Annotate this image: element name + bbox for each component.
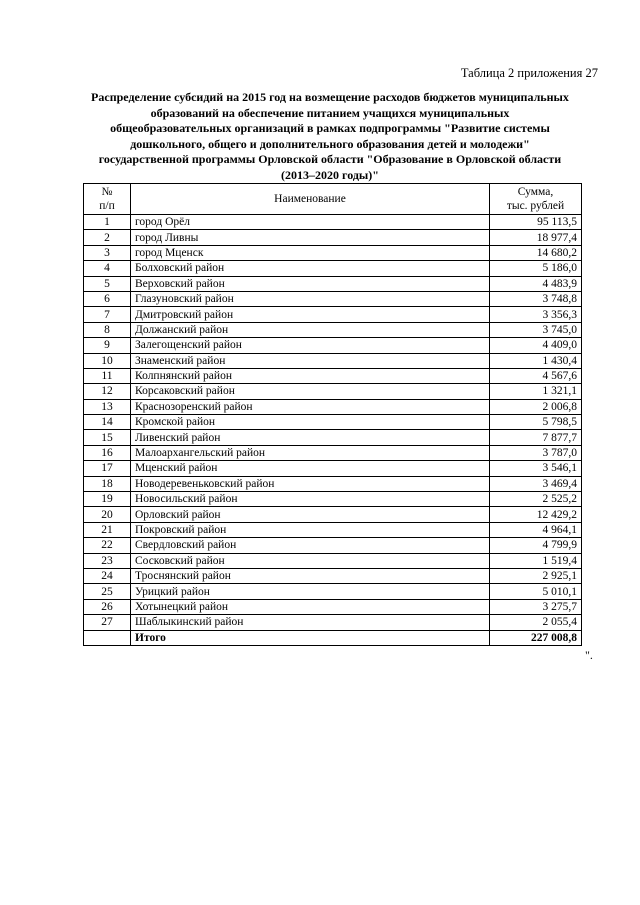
row-number: 2 bbox=[84, 230, 131, 245]
row-sum: 1 519,4 bbox=[490, 553, 582, 568]
row-name: Урицкий район bbox=[131, 584, 490, 599]
row-sum: 4 799,9 bbox=[490, 538, 582, 553]
table-row bbox=[84, 322, 582, 337]
row-number: 15 bbox=[84, 430, 131, 445]
row-name: Колпнянский район bbox=[131, 368, 490, 383]
header-sum-line2: тыс. рублей bbox=[506, 200, 565, 212]
row-name: Должанский район bbox=[131, 322, 490, 337]
row-number: 5 bbox=[84, 276, 131, 291]
table-row bbox=[84, 568, 582, 583]
row-sum: 2 006,8 bbox=[490, 399, 582, 414]
row-name: Мценский район bbox=[131, 461, 490, 476]
header-sum bbox=[490, 184, 582, 215]
row-name: Хотынецкий район bbox=[131, 599, 490, 614]
row-name: город Мценск bbox=[131, 245, 490, 260]
row-number: 20 bbox=[84, 507, 131, 522]
row-sum: 2 925,1 bbox=[490, 568, 582, 583]
table-row bbox=[84, 245, 582, 260]
table-row bbox=[84, 215, 582, 230]
row-number: 13 bbox=[84, 399, 131, 414]
row-name: Болховский район bbox=[131, 261, 490, 276]
row-name: Свердловский район bbox=[131, 538, 490, 553]
row-number: 17 bbox=[84, 461, 131, 476]
row-name: город Ливны bbox=[131, 230, 490, 245]
row-sum: 5 798,5 bbox=[490, 415, 582, 430]
row-sum: 18 977,4 bbox=[490, 230, 582, 245]
title-line: дошкольного, общего и дополнительного образования детей и молодежи" bbox=[130, 136, 530, 151]
row-number: 19 bbox=[84, 492, 131, 507]
row-number: 24 bbox=[84, 568, 131, 583]
table-row bbox=[84, 415, 582, 430]
table-row bbox=[84, 399, 582, 414]
row-name: Знаменский район bbox=[131, 353, 490, 368]
total-sum: 227 008,8 bbox=[490, 630, 582, 645]
row-number: 11 bbox=[84, 368, 131, 383]
header-number-line2: п/п bbox=[99, 200, 115, 212]
row-sum: 14 680,2 bbox=[490, 245, 582, 260]
table-row bbox=[84, 461, 582, 476]
table-row bbox=[84, 553, 582, 568]
table-row bbox=[84, 368, 582, 383]
row-name: Малоархангельский район bbox=[131, 445, 490, 460]
row-sum: 4 483,9 bbox=[490, 276, 582, 291]
title-line: государственной программы Орловской области "Образование в Орловской области bbox=[98, 152, 562, 166]
table-row bbox=[84, 584, 582, 599]
row-sum: 3 469,4 bbox=[490, 476, 582, 491]
row-name: Орловский район bbox=[131, 507, 490, 522]
row-sum: 12 429,2 bbox=[490, 507, 582, 522]
row-number: 25 bbox=[84, 584, 131, 599]
table-row bbox=[84, 430, 582, 445]
table-row bbox=[84, 507, 582, 522]
row-name: Залегощенский район bbox=[131, 338, 490, 353]
row-number: 9 bbox=[84, 338, 131, 353]
table-row bbox=[84, 353, 582, 368]
title-line: образований на обеспечение питанием учащихся муниципальных bbox=[150, 105, 510, 120]
row-name: Верховский район bbox=[131, 276, 490, 291]
row-sum: 3 546,1 bbox=[490, 461, 582, 476]
row-number: 18 bbox=[84, 476, 131, 491]
row-name: Глазуновский район bbox=[131, 291, 490, 306]
row-name: Сосковский район bbox=[131, 553, 490, 568]
document-title bbox=[60, 90, 600, 183]
row-number: 21 bbox=[84, 522, 131, 537]
row-name: Краснозоренский район bbox=[131, 399, 490, 414]
row-sum: 4 409,0 bbox=[490, 338, 582, 353]
table-row bbox=[84, 599, 582, 614]
row-sum: 3 356,3 bbox=[490, 307, 582, 322]
header-number-line1: № bbox=[101, 186, 113, 198]
table-row bbox=[84, 338, 582, 353]
table-row bbox=[84, 261, 582, 276]
table-row bbox=[84, 492, 582, 507]
row-number: 6 bbox=[84, 291, 131, 306]
subsidy-table bbox=[83, 183, 582, 646]
row-name: Дмитровский район bbox=[131, 307, 490, 322]
table-header-row bbox=[84, 184, 582, 215]
row-number: 27 bbox=[84, 615, 131, 630]
table-row bbox=[84, 538, 582, 553]
row-sum: 3 787,0 bbox=[490, 445, 582, 460]
row-number: 7 bbox=[84, 307, 131, 322]
row-sum: 3 748,8 bbox=[490, 291, 582, 306]
row-name: Покровский район bbox=[131, 522, 490, 537]
row-sum: 95 113,5 bbox=[490, 215, 582, 230]
row-number: 14 bbox=[84, 415, 131, 430]
row-name: Ливенский район bbox=[131, 430, 490, 445]
table-body bbox=[84, 215, 582, 646]
table-row bbox=[84, 291, 582, 306]
row-number: 12 bbox=[84, 384, 131, 399]
row-name: Троснянский район bbox=[131, 568, 490, 583]
row-name: Новосильский район bbox=[131, 492, 490, 507]
row-name: Кромской район bbox=[131, 415, 490, 430]
row-number: 1 bbox=[84, 215, 131, 230]
row-name: Новодеревеньковский район bbox=[131, 476, 490, 491]
title-line: общеобразовательных организаций в рамках подпрограммы "Развитие системы bbox=[110, 121, 550, 135]
row-number: 16 bbox=[84, 445, 131, 460]
row-sum: 3 275,7 bbox=[490, 599, 582, 614]
total-label: Итого bbox=[131, 630, 490, 645]
closing-quote-mark: ". bbox=[585, 648, 593, 662]
row-number: 8 bbox=[84, 322, 131, 337]
row-name: Корсаковский район bbox=[131, 384, 490, 399]
table-row bbox=[84, 307, 582, 322]
row-number: 4 bbox=[84, 261, 131, 276]
table-row bbox=[84, 230, 582, 245]
table-row bbox=[84, 615, 582, 630]
header-sum-line1: Сумма, bbox=[517, 186, 554, 198]
table-row bbox=[84, 276, 582, 291]
row-number: 23 bbox=[84, 553, 131, 568]
row-number: 26 bbox=[84, 599, 131, 614]
header-name: Наименование bbox=[131, 184, 490, 215]
row-sum: 5 010,1 bbox=[490, 584, 582, 599]
row-number: 22 bbox=[84, 538, 131, 553]
row-sum: 3 745,0 bbox=[490, 322, 582, 337]
row-sum: 4 964,1 bbox=[490, 522, 582, 537]
row-sum: 2 055,4 bbox=[490, 615, 582, 630]
header-number bbox=[84, 184, 131, 215]
title-line: Распределение субсидий на 2015 год на возмещение расходов бюджетов муниципальных bbox=[91, 90, 569, 104]
row-sum: 7 877,7 bbox=[490, 430, 582, 445]
total-number bbox=[84, 630, 131, 645]
row-number: 3 bbox=[84, 245, 131, 260]
table-row bbox=[84, 384, 582, 399]
table-row bbox=[84, 522, 582, 537]
row-number: 10 bbox=[84, 353, 131, 368]
table-row bbox=[84, 445, 582, 460]
row-sum: 2 525,2 bbox=[490, 492, 582, 507]
row-sum: 4 567,6 bbox=[490, 368, 582, 383]
row-sum: 5 186,0 bbox=[490, 261, 582, 276]
row-sum: 1 430,4 bbox=[490, 353, 582, 368]
table-row bbox=[84, 476, 582, 491]
row-name: город Орёл bbox=[131, 215, 490, 230]
table-caption: Таблица 2 приложения 27 bbox=[460, 66, 598, 80]
row-sum: 1 321,1 bbox=[490, 384, 582, 399]
title-line: (2013–2020 годы)" bbox=[281, 167, 379, 182]
row-name: Шаблыкинский район bbox=[131, 615, 490, 630]
total-row bbox=[84, 630, 582, 645]
